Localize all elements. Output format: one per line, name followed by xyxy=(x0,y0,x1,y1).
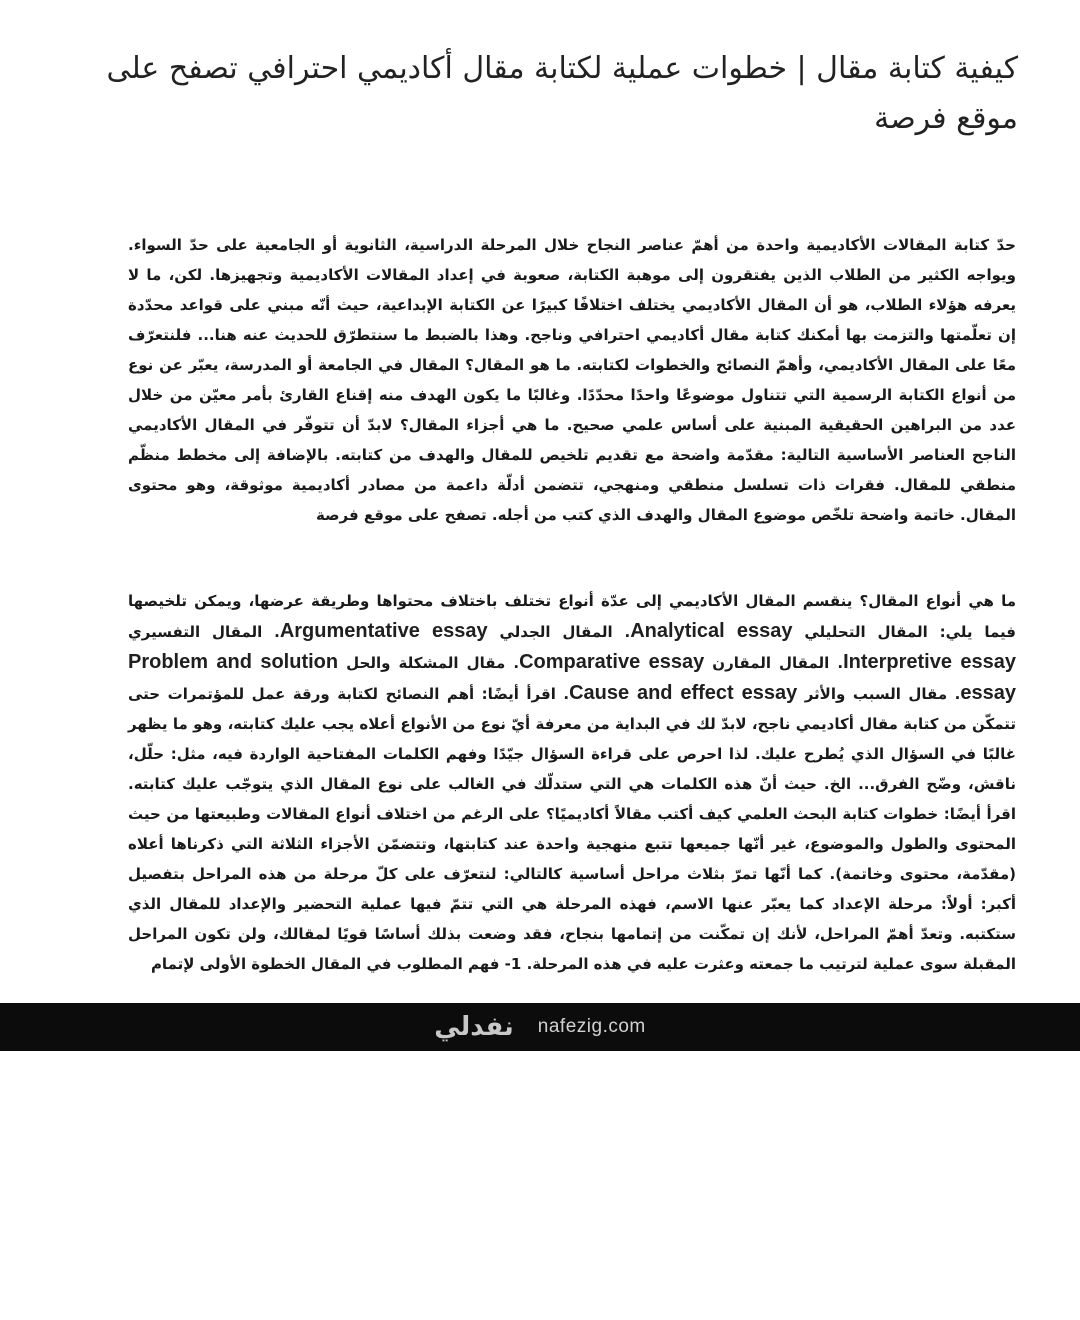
english-term: Comparative essay xyxy=(519,651,705,673)
arabic-text-segment: . اقرأ أيضًا: أهم النصائح لكتابة ورقة عمل للمؤتمرات حتى تتمكّن من كتابة مقال أكاديمي ناجح، لابدّ لك في البداية من معرفة أيّ نوع من الأنواع أعلاه يجب عليك كتابته، وهو ما يظهر غالبًا في السؤال الذي يُطرح عليك. لذا احرص على قراءة السؤال جيّدًا وفهم الكلمات المفتاحية الواردة فيه، مثل: حلّل، ناقش، وضّح الفرق... الخ. حيث أنّ هذه الكلمات هي التي ستدلّك في الغالب على نوع المقال الذي يتوجّب عليك كتابته. اقرأ أيضًا: خطوات كتابة البحث العلمي كيف أكتب مقالاً أكاديميًا؟ على الرغم من اختلاف أنواع المقالات وطبيعتها من حيث المحتوى والطول والموضوع، غير أنّها جميعها تتبع منهجية واحدة عند كتابتها، وتتضمّن الأجزاء الثلاثة التي ذكرناها أعلاه (مقدّمة، محتوى وخاتمة). كما أنّها تمرّ بثلاث مراحل أساسية كالتالي: لنتعرّف على كلّ مرحلة من هذه المراحل بتفصيل أكبر: أولاً: مرحلة الإعداد كما يعبّر عنها الاسم، فهذه المرحلة هي التي تتمّ فيها عملية التحضير والإعداد للمقال الذي ستكتبه. وتعدّ أهمّ المراحل، لأنك إن تمكّنت من إتمامها بنجاح، فقد وضعت بذلك أساسًا قويًا لمقالك، ولن تكون المراحل المقبلة سوى عملية لترتيب ما جمعته وعثرت عليه في هذه المرحلة. 1- فهم المطلوب في المقال الخطوة الأولى لإتمام xyxy=(128,685,1016,973)
english-term: Problem and solution essay xyxy=(128,651,1016,704)
watermark-site-url: nafezig.com xyxy=(537,1016,646,1037)
arabic-text-segment: . مقال السبب والأثر xyxy=(797,685,961,703)
arabic-text-segment: . مقال المشكلة والحل xyxy=(338,654,520,672)
essay-types-paragraph xyxy=(128,586,1016,979)
arabic-text-segment: . المقال الجدلي xyxy=(487,623,631,641)
english-term: Interpretive essay xyxy=(843,651,1016,673)
bottom-bar xyxy=(0,1003,1080,1051)
english-term: Analytical essay xyxy=(630,620,793,642)
watermark-logo: نفدلي xyxy=(434,1012,514,1042)
arabic-text-segment: . المقال المقارن xyxy=(704,654,844,672)
intro-paragraph: حدّ كتابة المقالات الأكاديمية واحدة من أهمّ عناصر النجاح خلال المرحلة الدراسية، الثانوية أو الجامعية على حدّ السواء. ويواجه الكثير من الطلاب الذين يفتقرون إلى موهبة الكتابة، صعوبة في إعداد المقالات الأكاديمية وتجهيزها. لكن، ما لا يعرفه هؤلاء الطلاب، هو أن المقال الأكاديمي يختلف اختلافًا كبيرًا عن الكتابة الإبداعية، حيث أنّه مبني على قواعد محدّدة إن تعلّمتها والتزمت بها أمكنك كتابة مقال أكاديمي احترافي وناجح. وهذا بالضبط ما سنتطرّق للحديث عنه هنا... فلنتعرّف معًا على المقال الأكاديمي، وأهمّ النصائح والخطوات لكتابته. ما هو المقال؟ المقال في الجامعة أو المدرسة، يعبّر عن نوع من أنواع الكتابة الرسمية التي تتناول موضوعًا واحدًا محدّدًا. وغالبًا ما يكون الهدف منه إقناع القارئ بأمر معيّن من خلال عدد من البراهين الحقيقية المبنية على أساس علمي صحيح. ما هي أجزاء المقال؟ لابدّ أن تتوفّر في المقال الأكاديمي الناجح العناصر الأساسية التالية: مقدّمة واضحة مع تقديم تلخيص للمقال والهدف من كتابته. بالإضافة إلى مخطط منظّم منطقي للمقال. فقرات ذات تسلسل منطقي ومنهجي، تتضمن أدلّة داعمة من مصادر أكاديمية موثوقة، وهو محتوى المقال. خاتمة واضحة تلخّص موضوع المقال والهدف الذي كتب من أجله. تصفح على موقع فرصة xyxy=(128,236,1016,524)
article-title: كيفية كتابة مقال | خطوات عملية لكتابة مقال أكاديمي احترافي تصفح على موقع فرصة xyxy=(106,51,1018,136)
arabic-text-segment: . المقال التفسيري xyxy=(128,623,280,641)
english-term: Cause and effect essay xyxy=(569,682,798,704)
english-term: Argumentative essay xyxy=(279,620,488,642)
arabic-text-segment: ما هي أنواع المقال؟ ينقسم المقال الأكاديمي إلى عدّة أنواع تختلف باختلاف محتواها وطريقة عرضها، ويمكن تلخيصها فيما يلي: المقال التحليلي xyxy=(128,592,1016,641)
